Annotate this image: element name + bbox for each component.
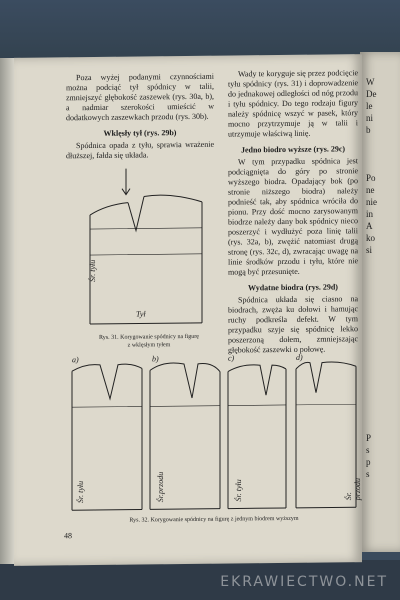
right-page-fragment: s (366, 445, 370, 455)
heading-wydatne-biodra: Wydatne biodra (rys. 29d) (248, 282, 338, 293)
right-text-column (228, 68, 358, 355)
right-page-fragment: W (366, 77, 375, 87)
heading-jedno-biodro: Jedno biodro wyższe (rys. 29c) (240, 144, 346, 155)
figure-32-panel-c-letter: c) (228, 353, 235, 363)
figure-31-caption-line2: z wklęsłym tyłem (127, 342, 171, 349)
right-page-fragment: A (366, 221, 373, 231)
figure-32-panel-d-label: Śr. przodu (344, 477, 362, 501)
right-page-fragment: in (366, 209, 374, 219)
right-page-fragment: b (366, 125, 371, 135)
figure-32-panel-b-letter: b) (152, 354, 159, 364)
page-number: 48 (64, 531, 72, 541)
right-page-fragment: ni (366, 113, 374, 123)
figure-31-skirt-pattern (86, 168, 206, 329)
figure-32-panel-a-label: Śr. tyłu (76, 480, 85, 504)
left-text-column (66, 72, 214, 162)
book-page (14, 54, 362, 566)
right-page-fragment: p (366, 457, 371, 467)
right-page-fragment: nie (366, 197, 377, 207)
figure-32-panel-d-letter: d) (296, 352, 303, 362)
background-top (0, 0, 400, 60)
right-page (360, 52, 400, 552)
right-page-fragment: si (366, 245, 373, 255)
figure-31-back-label: Tył (136, 309, 146, 319)
figure-32-panel-a-letter: a) (72, 355, 79, 365)
right-page-fragment: ko (366, 233, 375, 243)
heading-wklesly-tyl: Wklęsły tył (rys. 29b) (103, 128, 177, 138)
figure-32-skirt-patterns (68, 352, 360, 515)
right-page-fragment: P (366, 433, 372, 443)
paragraph-jedno-biodro: W tym przypadku spódnica jest podciągnięta do góry po stronie wyższego biodra. Opadający bok (po stronie niższego biodra) należy podnieść tak, aby spódnica wróciła do pionu. Przy dość mocno zarysowanym biodrze należy dany bok spódnicy nieco poszerzyć i wydłużyć poza linię talii (rys. 32a, b), zwężić natomiast drugą stronę (rys. 32c, d), zwracając uwagę na linie środków przodu i tyłu, które nie mogą być przesunięte. (228, 156, 358, 277)
right-page-fragment: De (366, 89, 377, 99)
right-page-fragment: le (366, 101, 373, 111)
paragraph-intro-left: Poza wyżej podanymi czynnościami można podciąć tył spódnicy w talii, zmniejszyć głębokość zaszewek (rys. 30a, b), a nadmiar szerokości umieścić w dodatkowych zaszewkach przodu (rys. 30b). (66, 71, 214, 123)
paragraph-wklesly-tyl: Spódnica opada z tyłu, sprawia wrażenie dłuższej, fałda się układa. (66, 139, 214, 161)
right-page-fragment: s (366, 469, 370, 479)
right-page-fragment: Po (366, 173, 376, 183)
figure-31-caption (74, 333, 224, 351)
figure-31-caption-line1: Rys. 31. Korygowanie spódnicy na figurę (99, 333, 199, 341)
right-page-fragment: ne (366, 185, 375, 195)
figure-32-caption: Rys. 32. Korygowanie spódnicy na figurę z jednym biodrem wyższym (129, 515, 299, 524)
figure-32-panel-b-label: Śr.przodu (156, 471, 165, 503)
figure-31-center-label: Śr. tyłu (88, 259, 97, 283)
figure-32-panel-c-label: Śr. tyłu (234, 479, 243, 502)
paragraph-intro-right: Wady te koryguje się przez podcięcie tyłu spódnicy (rys. 31) i doprowadzenie do jednakowej odległości od nóg przodu i tyłu spódnicy. Do tego rodzaju figury należy spódnicę wszyć w pasek, który mocno przytrzymuje ją w talii i utrzymuje właściwą linię. (228, 68, 358, 139)
paragraph-wydatne-biodra: Spódnica układa się ciasno na biodrach, zwęża ku dołowi i hamując ruchy podkreśla defekt. W tym przypadku szyje się spódnicę lekko poszerzoną dołem, zmniejszając głębokość zaszewki o połowę. (228, 294, 358, 355)
watermark: EKRAWIECTWO.NET (220, 574, 388, 590)
